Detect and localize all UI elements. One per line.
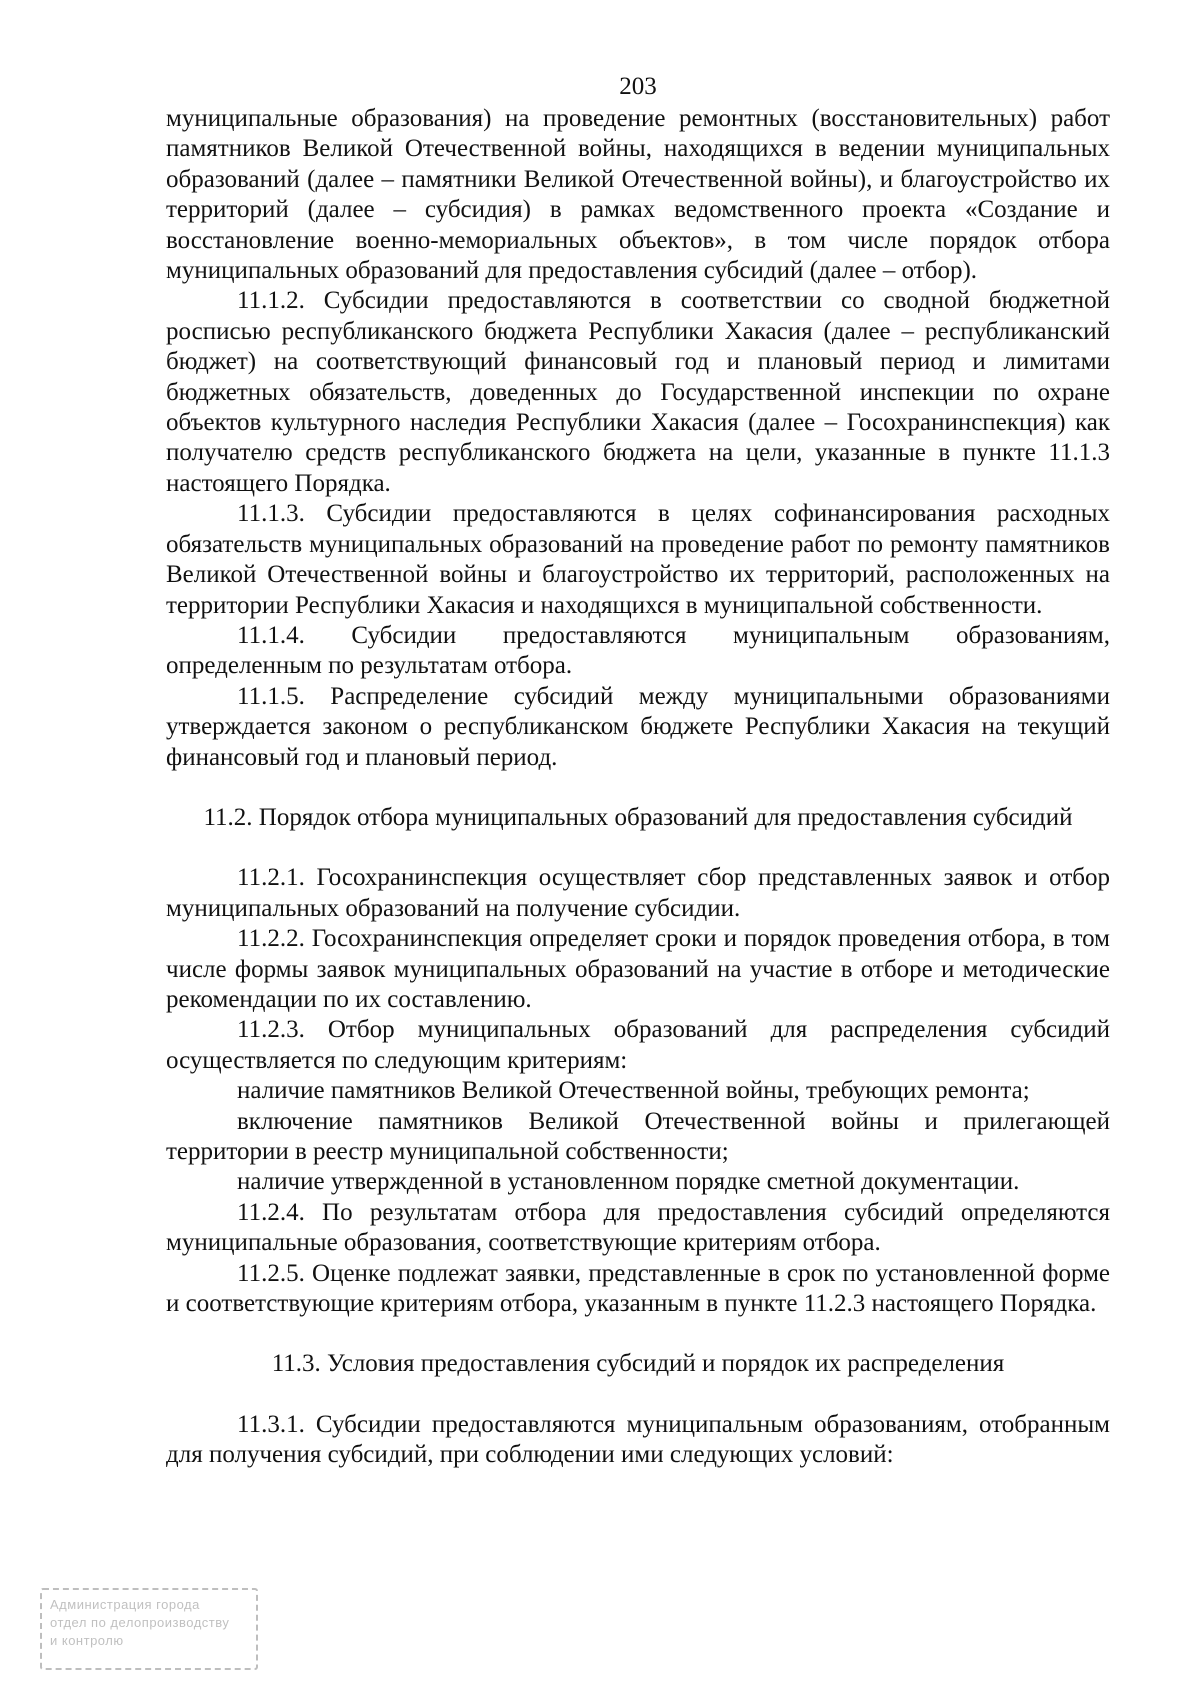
- section-11-3-body: [166, 1410, 1110, 1471]
- spacer: [166, 833, 1110, 863]
- page-number: 203: [619, 73, 657, 100]
- stamp-line: отдел по делопроизводству: [50, 1615, 230, 1630]
- faint-stamp: [40, 1588, 258, 1670]
- paragraph-11-2-2: 11.2.2. Госохранинспекция определяет сроки и порядок проведения отбора, в том числе формы заявок муниципальных образований на участие в отборе и методические рекомендации по их составлению.: [166, 925, 1110, 1013]
- paragraph-11-2-1: 11.2.1. Госохранинспекция осуществляет сбор представленных заявок и отбор муниципальных образований на получение субсидии.: [166, 864, 1110, 922]
- paragraph-11-1-4: 11.1.4. Субсидии предоставляются муниципальным образованиям, определенным по результатам отбора.: [166, 621, 1110, 680]
- paragraph-11-1-3: 11.1.3. Субсидии предоставляются в целях софинансирования расходных обязательств муниципальных образований на проведение работ по ремонту памятников Великой Отечественной войны и благоустройство их территорий, расположенных на территории Республики Хакасия и находящихся в муниципальной собственности.: [166, 500, 1110, 619]
- criteria-item-1: наличие памятников Великой Отечественной войны, требующих ремонта;: [237, 1077, 1030, 1105]
- stamp-line: Администрация города: [50, 1597, 200, 1612]
- paragraph-11-3-1: 11.3.1. Субсидии предоставляются муниципальным образованиям, отобранным для получения субсидий, при соблюдении ими следующих условий:: [166, 1410, 1110, 1469]
- section-heading-11-2: 11.2. Порядок отбора муниципальных образований для предоставления субсидий: [203, 803, 1073, 831]
- section-heading-11-3: 11.3. Условия предоставления субсидий и порядок их распределения: [271, 1350, 1005, 1378]
- section-11-1-body: [166, 104, 1110, 773]
- criteria-item-2: включение памятников Великой Отечественной войны и прилегающей территории в реестр муниципальной собственности;: [166, 1107, 1110, 1165]
- paragraph-11-1-5: 11.1.5. Распределение субсидий между муниципальными образованиями утверждается законом о республиканском бюджете Республики Хакасия на текущий финансовый год и плановый период.: [166, 682, 1110, 771]
- spacer: [166, 1319, 1110, 1349]
- stamp-line: и контролю: [50, 1633, 124, 1648]
- paragraph-11-2-5: 11.2.5. Оценке подлежат заявки, представленные в срок по установленной форме и соответствующие критериям отбора, указанным в пункте 11.2.3 настоящего Порядка.: [166, 1259, 1110, 1318]
- criteria-item-3: наличие утвержденной в установленном порядке сметной документации.: [237, 1168, 1020, 1196]
- paragraph-11-2-3: 11.2.3. Отбор муниципальных образований для распределения субсидий осуществляется по следующим критериям:: [166, 1016, 1110, 1074]
- paragraph-11-2-4: 11.2.4. По результатам отбора для предоставления субсидий определяются муниципальные образования, соответствующие критериям отбора.: [166, 1198, 1110, 1257]
- document-page: [166, 72, 1110, 1471]
- section-11-2-body: [166, 863, 1110, 1319]
- paragraph-11-1-1-continuation: муниципальные образования) на проведение ремонтных (восстановительных) работ памятников Великой Отечественной войны, находящихся в ведении муниципальных образований (далее – памятники Великой Отечественной войны), и благоустройство их территорий (далее – субсидия) в рамках ведомственного проекта «Создание и восстановление военно-мемориальных объектов», в том числе порядок отбора муниципальных образований для предоставления субсидий (далее – отбор).: [166, 105, 1110, 285]
- paragraph-11-1-2: 11.1.2. Субсидии предоставляются в соответствии со сводной бюджетной росписью республиканского бюджета Республики Хакасия (далее – республиканский бюджет) на соответствующий финансовый год и плановый период и лимитами бюджетных обязательств, доведенных до Государственной инспекции по охране объектов культурного наследия Республики Хакасия (далее – Госохранинспекция) как получателю средств республиканского бюджета на цели, указанные в пункте 11.1.3 настоящего Порядка.: [166, 287, 1110, 497]
- spacer: [166, 773, 1110, 803]
- spacer: [166, 1380, 1110, 1410]
